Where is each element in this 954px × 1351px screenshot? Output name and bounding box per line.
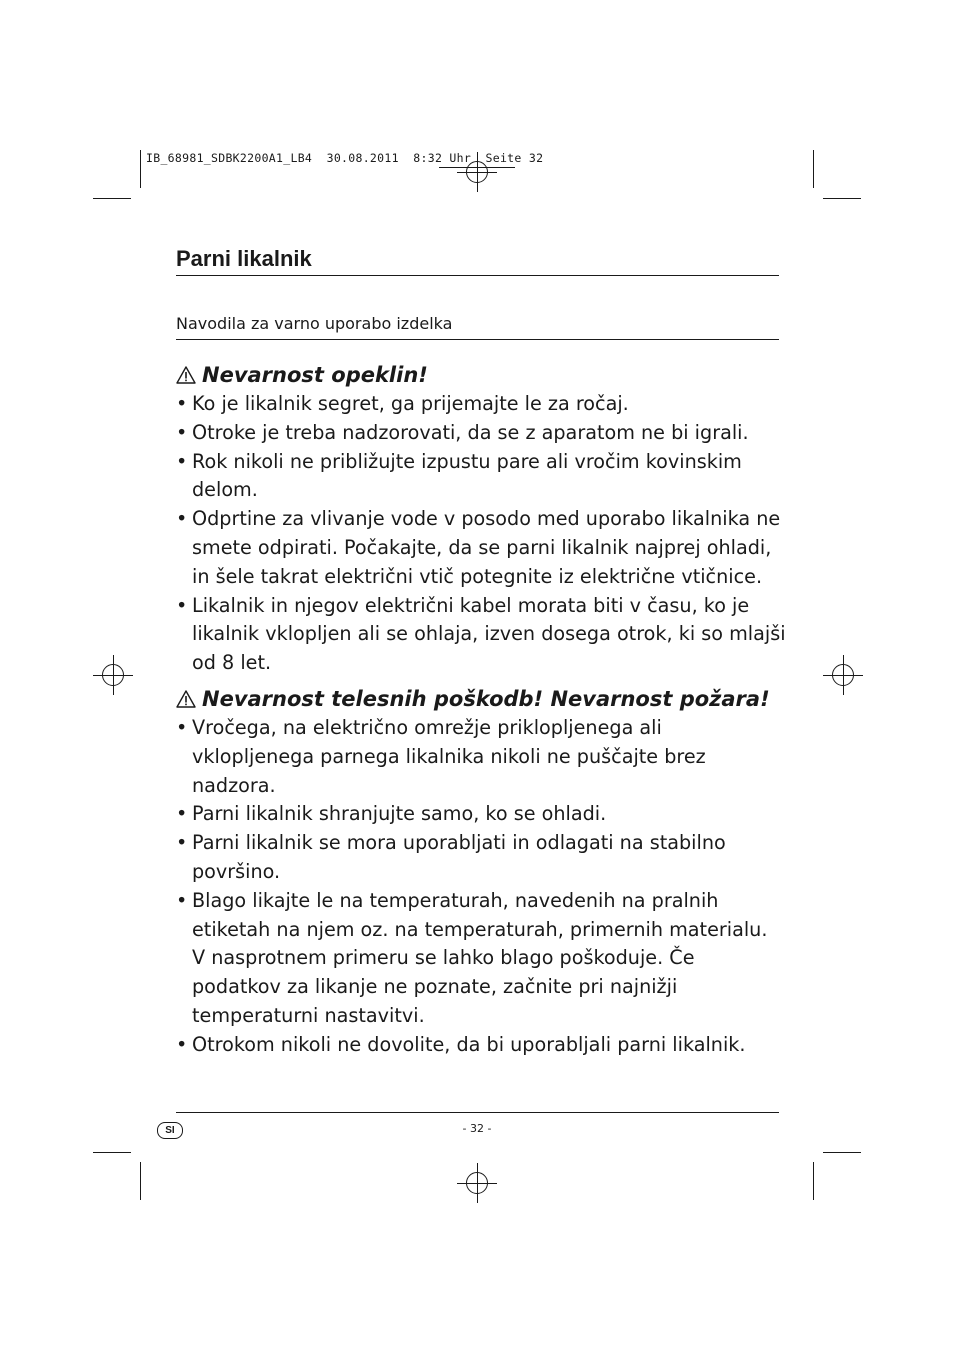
list-item: • Otroke je treba nadzorovati, da se z aparatom ne bi igrali. [176, 419, 786, 448]
safety-instructions [176, 360, 786, 1060]
list-item: • Vročega, na električno omrežje priklopljenega ali vklopljenega parnega likalnika nikoli ne puščajte brez nadzora. [176, 714, 786, 800]
crop-mark [813, 1162, 814, 1200]
crop-mark [823, 198, 861, 199]
list-item: • Parni likalnik se mora uporabljati in odlagati na stabilno površino. [176, 829, 786, 887]
list-item: • Parni likalnik shranjujte samo, ko se ohladi. [176, 800, 786, 829]
list-item: • Ko je likalnik segret, ga prijemajte le za ročaj. [176, 390, 786, 419]
warning-section-burns [176, 360, 786, 678]
warning-triangle-icon [176, 689, 196, 709]
list-item: • Otrokom nikoli ne dovolite, da bi uporabljali parni likalnik. [176, 1031, 786, 1060]
registration-mark-bottom [457, 1163, 497, 1203]
title-rule [176, 275, 779, 276]
crop-mark [93, 1152, 131, 1153]
page-title: Parni likalnik [176, 246, 312, 271]
crop-mark [93, 198, 131, 199]
language-badge: SI [157, 1122, 183, 1139]
crop-mark [823, 1152, 861, 1153]
warning-title: Nevarnost telesnih poškodb! Nevarnost požara! [202, 686, 770, 711]
list-item: • Rok nikoli ne približujte izpustu pare ali vročim kovinskim delom. [176, 448, 786, 506]
warning-list [176, 714, 786, 1060]
warning-heading [176, 360, 786, 390]
list-item: • Odprtine za vlivanje vode v posodo med uporabo likalnika ne smete odpirati. Počakajte, da se parni likalnik najprej ohladi, in šele takrat električni vtič potegnite iz električne vtičnice. [176, 505, 786, 591]
warning-section-injury-fire [176, 684, 786, 1060]
list-item: • Blago likajte le na temperaturah, navedenih na pralnih etiketah na njem oz. na temperaturah, primernih materialu. V nasprotnem primeru se lahko blago poškoduje. Če podatkov za likanje ne poznate, začnite pri najnižji temperaturni nastavitvi. [176, 887, 786, 1031]
warning-heading [176, 684, 786, 714]
slug-underline [439, 167, 515, 168]
print-slug: IB_68981_SDBK2200A1_LB4 30.08.2011 8:32 Uhr Seite 32 [146, 151, 544, 165]
registration-mark-left [93, 655, 133, 695]
crop-mark [813, 150, 814, 188]
registration-mark-right [823, 655, 863, 695]
list-item: • Likalnik in njegov električni kabel morata biti v času, ko je likalnik vklopljen ali se ohlaja, izven dosega otrok, ki so mlajši od 8 let. [176, 592, 786, 678]
section-rule [176, 339, 779, 340]
crop-mark [140, 1162, 141, 1200]
footer-rule [176, 1112, 779, 1113]
warning-list [176, 390, 786, 678]
crop-mark [140, 150, 141, 188]
section-heading: Navodila za varno uporabo izdelka [176, 314, 453, 333]
warning-title: Nevarnost opeklin! [202, 363, 428, 387]
warning-triangle-icon [176, 365, 196, 385]
page-number: - 32 - [462, 1122, 492, 1135]
